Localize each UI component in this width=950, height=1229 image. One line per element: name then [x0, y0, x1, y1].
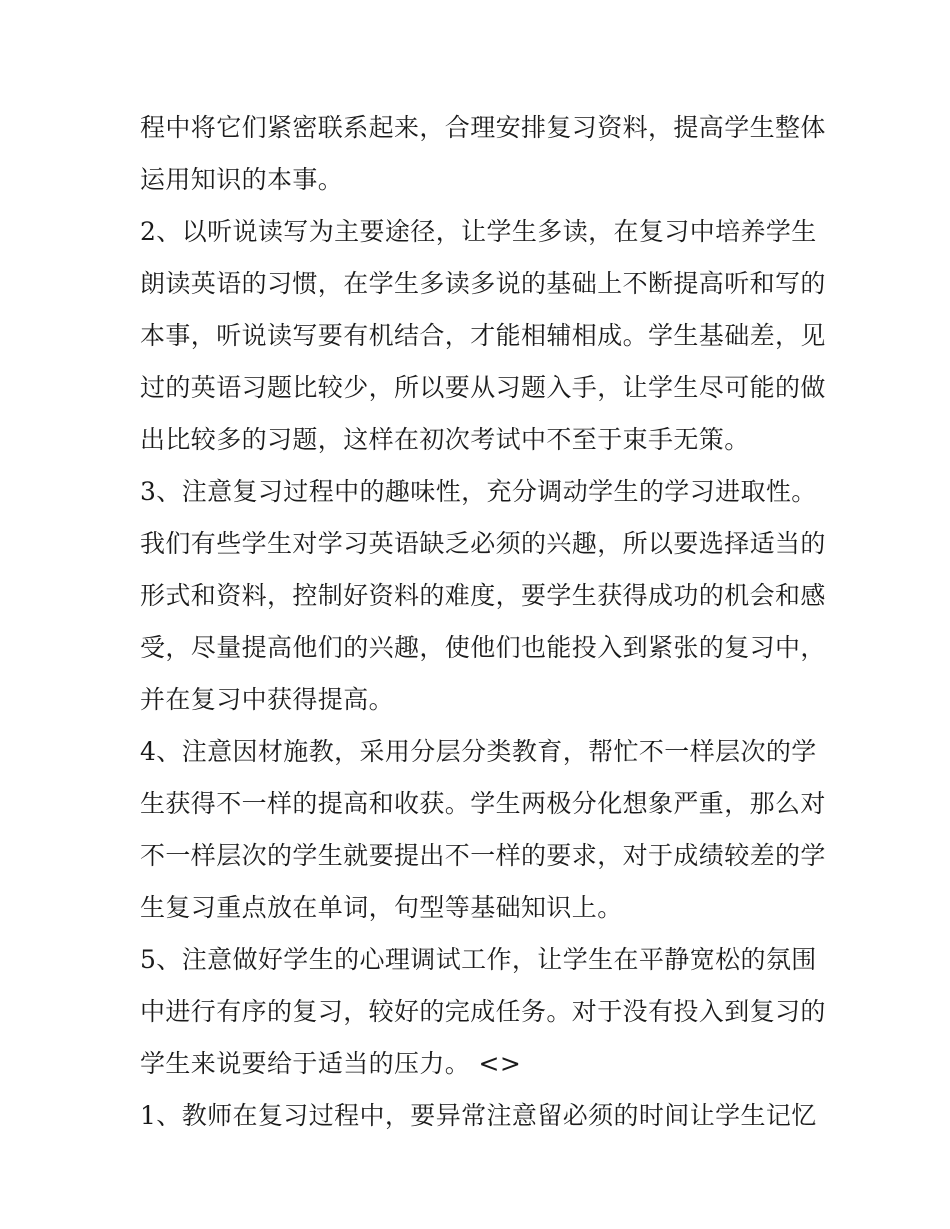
text-line: 运用知识的本事。 — [140, 165, 344, 194]
text-line: 朗读英语的习惯，在学生多读多说的基础上不断提高听和写的 — [140, 269, 826, 298]
text-line: 我们有些学生对学习英语缺乏必须的兴趣，所以要选择适当的 — [140, 529, 826, 558]
text-line: 2、以听说读写为主要途径，让学生多读，在复习中培养学生 — [140, 217, 817, 246]
text-line: 3、注意复习过程中的趣味性，充分调动学生的学习进取性。 — [140, 477, 817, 506]
text-line: 1、教师在复习过程中，要异常注意留必须的时间让学生记忆 — [140, 1101, 817, 1130]
document-body — [140, 102, 826, 1142]
text-line: 本事，听说读写要有机结合，才能相辅相成。学生基础差，见 — [140, 321, 826, 350]
text-line: 程中将它们紧密联系起来，合理安排复习资料，提高学生整体 — [140, 113, 826, 142]
text-line: 中进行有序的复习，较好的完成任务。对于没有投入到复习的 — [140, 997, 826, 1026]
text-line: 并在复习中获得提高。 — [140, 685, 395, 714]
text-line: 生获得不一样的提高和收获。学生两极分化想象严重，那么对 — [140, 789, 826, 818]
text-line: 形式和资料，控制好资料的难度，要学生获得成功的机会和感 — [140, 581, 826, 610]
text-line: 出比较多的习题，这样在初次考试中不至于束手无策。 — [140, 425, 750, 454]
text-line: 5、注意做好学生的心理调试工作，让学生在平静宽松的氛围 — [140, 945, 817, 974]
text-line: 受，尽量提高他们的兴趣，使他们也能投入到紧张的复习中， — [140, 633, 826, 662]
text-line: 4、注意因材施教，采用分层分类教育，帮忙不一样层次的学 — [140, 737, 817, 766]
text-line: 过的英语习题比较少，所以要从习题入手，让学生尽可能的做 — [140, 373, 826, 402]
text-line: 生复习重点放在单词，句型等基础知识上。 — [140, 893, 623, 922]
text-line: 不一样层次的学生就要提出不一样的要求，对于成绩较差的学 — [140, 841, 826, 870]
text-line: 学生来说要给于适当的压力。 <> — [140, 1049, 522, 1078]
